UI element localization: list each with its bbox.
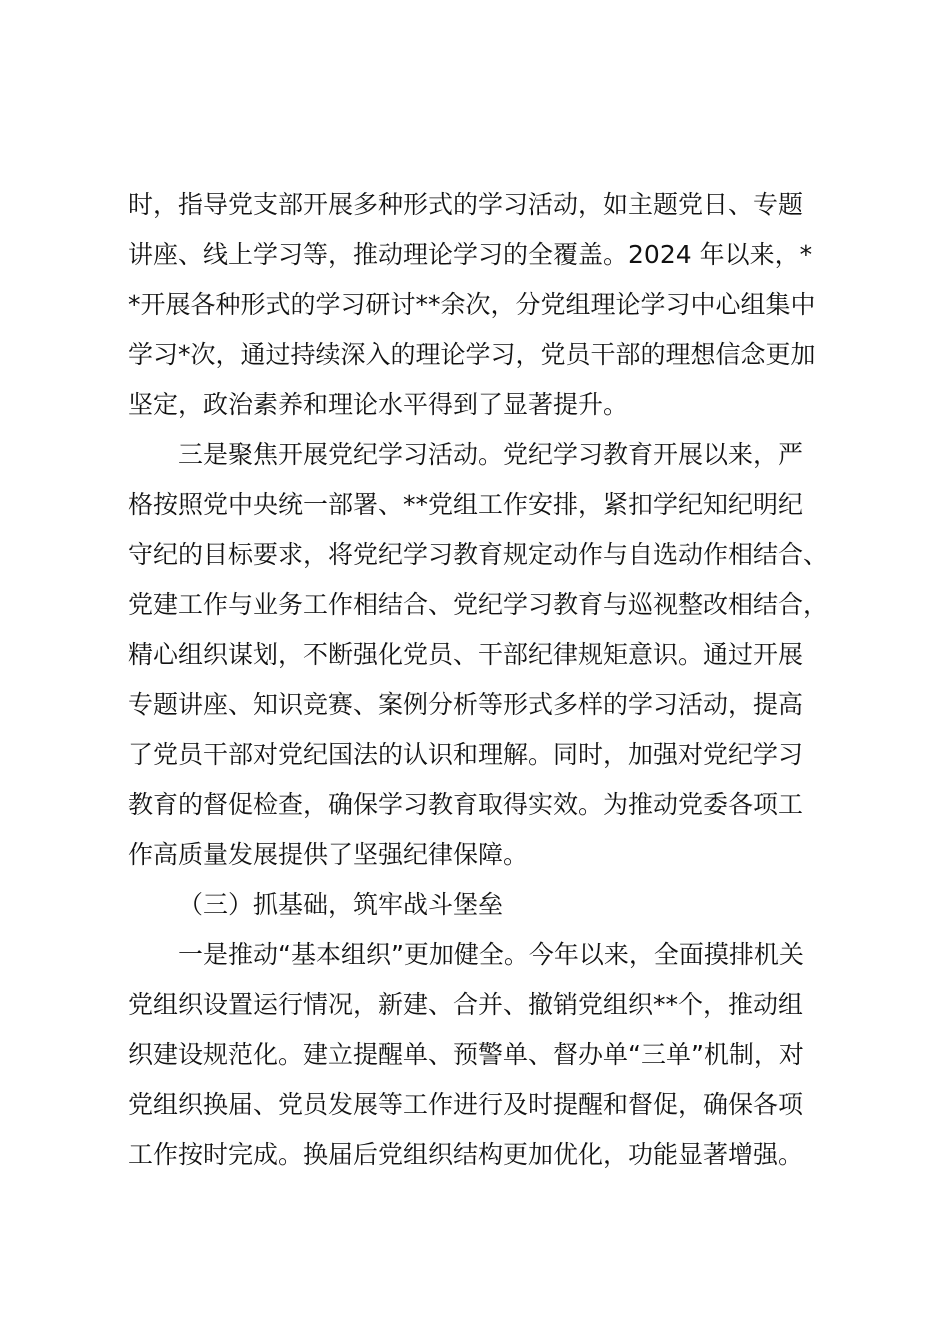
text-line: 党组织换届、党员发展等工作进行及时提醒和督促，确保各项 — [128, 1090, 804, 1119]
text-line: 工作按时完成。换届后党组织结构更加优化，功能显著增强。 — [128, 1140, 804, 1169]
text-line: 教育的督促检查，确保学习教育取得实效。为推动党委各项工 — [128, 790, 804, 819]
text-line: 格按照党中央统一部署、**党组工作安排，紧扣学纪知纪明纪 — [128, 490, 804, 519]
text-line: 学习*次，通过持续深入的理论学习，党员干部的理想信念更加 — [128, 340, 816, 369]
text-line: 党建工作与业务工作相结合、党纪学习教育与巡视整改相结合， — [128, 590, 829, 619]
text-line: 坚定，政治素养和理论水平得到了显著提升。 — [128, 390, 629, 419]
text-line: 守纪的目标要求，将党纪学习教育规定动作与自选动作相结合、 — [128, 540, 829, 569]
section-heading: （三）抓基础，筑牢战斗堡垒 — [178, 890, 504, 919]
text-line: 了党员干部对党纪国法的认识和理解。同时，加强对党纪学习 — [128, 740, 804, 769]
text-line: 织建设规范化。建立提醒单、预警单、督办单“三单”机制，对 — [128, 1040, 804, 1069]
text-line: 时，指导党支部开展多种形式的学习活动，如主题党日、专题 — [128, 190, 804, 219]
paragraph-start-line: 一是推动“基本组织”更加健全。今年以来，全面摸排机关 — [178, 940, 804, 969]
text-line: *开展各种形式的学习研讨**余次，分党组理论学习中心组集中 — [128, 290, 816, 319]
text-line: 党组织设置运行情况，新建、合并、撤销党组织**个，推动组 — [128, 990, 804, 1019]
text-line: 精心组织谋划，不断强化党员、干部纪律规矩意识。通过开展 — [128, 640, 804, 669]
text-line: 讲座、线上学习等，推动理论学习的全覆盖。2024 年以来，* — [128, 240, 813, 269]
text-line: 专题讲座、知识竞赛、案例分析等形式多样的学习活动，提高 — [128, 690, 804, 719]
document-body — [128, 180, 868, 1180]
text-line: 作高质量发展提供了坚强纪律保障。 — [128, 840, 529, 869]
paragraph-start-line: 三是聚焦开展党纪学习活动。党纪学习教育开展以来，严 — [178, 440, 804, 469]
